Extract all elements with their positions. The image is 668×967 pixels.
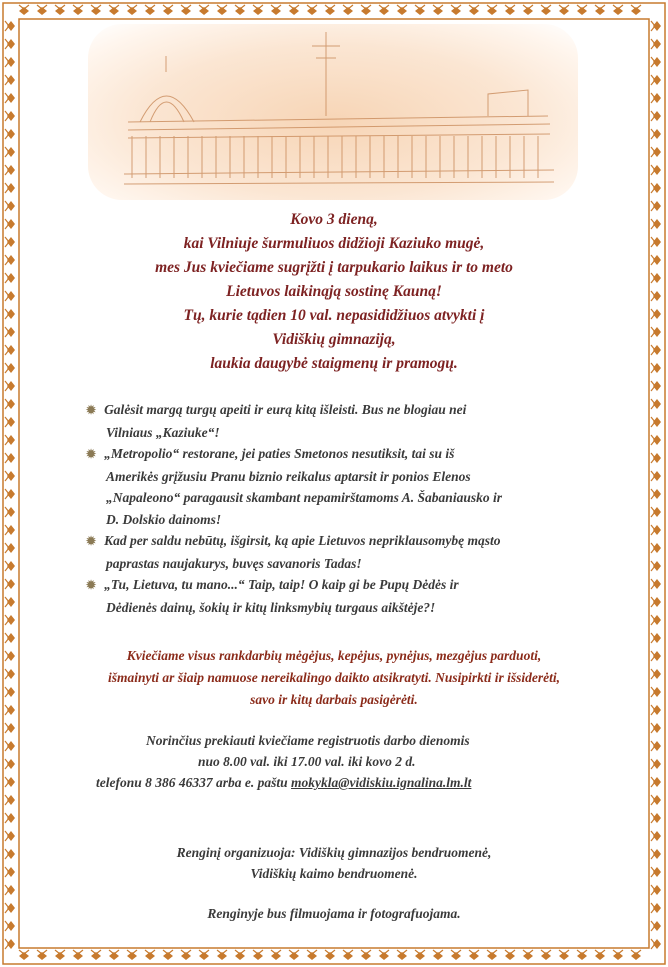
headline-line: laukia daugybė staigmenų ir pramogų. [210, 355, 458, 372]
bullet-item-line [86, 530, 626, 553]
headline-line: Lietuvos laikinąją sostinę Kauną! [226, 283, 442, 300]
bullet-item-line [86, 574, 626, 597]
headline-line: Vidiškių gimnaziją, [272, 331, 396, 348]
star-bullet-icon: ✹ [86, 578, 97, 592]
flyer-content [40, 20, 628, 950]
organizer-line: Vidiškių kaimo bendruomenė. [250, 866, 418, 881]
bullet-item-line [106, 466, 626, 488]
bullet-list [86, 399, 626, 618]
bullet-text: „Metropolio“ restorane, jei paties Smetonos nesutiksit, tai su iš [104, 446, 455, 461]
bullet-text: Kad per saldu nebūtų, išgirsit, ką apie Lietuvos nepriklausomybę mąsto [104, 533, 501, 548]
bullet-item-line [106, 553, 626, 575]
bullet-item-line [86, 399, 626, 422]
bullet-text: Galėsit margą turgų apeiti ir eurą kitą išleisti. Bus ne blogiau nei [104, 402, 467, 417]
organizer-line: Renginį organizuoja: Vidiškių gimnazijos bendruomenė, [176, 845, 492, 860]
bullet-text: „Tu, Lietuva, tu mano...“ Taip, taip! O kaip gi be Pupų Dėdės ir [104, 577, 459, 592]
bullet-item-line [106, 509, 626, 531]
bullet-item-line [86, 443, 626, 466]
headline-line: Tų, kurie tądien 10 val. nepasididžiuos atvykti į [183, 307, 485, 324]
bullet-text: Vilniaus „Kaziuke“! [106, 424, 220, 440]
bullet-item-line [106, 487, 626, 509]
registration-line-2: nuo 8.00 val. iki 17.00 val. iki kovo 2 d. [198, 754, 416, 769]
hero-image [88, 24, 578, 200]
star-bullet-icon: ✹ [86, 447, 97, 461]
bullet-item-line [106, 597, 626, 619]
invite-text [40, 645, 628, 711]
email-link[interactable]: mokykla@vidiskiu.ignalina.lm.lt [291, 775, 472, 790]
filming-notice: Renginyje bus filmuojama ir fotografuojama. [207, 906, 461, 921]
star-bullet-icon: ✹ [86, 534, 97, 548]
registration-info [40, 730, 628, 793]
bullet-text: paprastas naujakurys, buvęs savanoris Tadas! [106, 555, 362, 571]
building-illustration-icon [88, 24, 578, 200]
star-bullet-icon: ✹ [86, 403, 97, 417]
registration-line-3 [96, 772, 668, 793]
invite-line: savo ir kitų darbais pasigėrėti. [250, 692, 418, 707]
bullet-text: Amerikės grįžusiu Pranu biznio reikalus aptarsit ir ponios Elenos [106, 468, 471, 484]
bullet-item-line [106, 422, 626, 444]
invite-line: Kviečiame visus rankdarbių mėgėjus, kepėjus, pynėjus, mezgėjus parduoti, [126, 648, 542, 663]
organizer-info [40, 842, 628, 884]
phone-text: telefonu 8 386 46337 arba e. paštu [96, 775, 292, 790]
headline [40, 208, 628, 376]
headline-line: kai Vilniuje šurmuliuos didžioji Kaziuko mugė, [183, 235, 485, 252]
invite-line: išmainyti ar šiaip namuose nereikalingo daikto atsikratyti. Nusipirkti ir išsiderėti, [108, 670, 560, 685]
registration-line-1: Norinčius prekiauti kviečiame registruotis darbo dienomis [146, 733, 470, 748]
headline-line: mes Jus kviečiame sugrįžti į tarpukario laikus ir to meto [155, 259, 513, 276]
bullet-text: „Napaleono“ paragausit skambant nepamirštamoms A. Šabaniausko ir [106, 490, 502, 505]
headline-line: Kovo 3 dieną, [290, 211, 378, 228]
bullet-text: Dėdienės dainų, šokių ir kitų linksmybių turgaus aikštėje?! [106, 599, 436, 615]
bullet-text: D. Dolskio dainoms! [106, 511, 222, 527]
